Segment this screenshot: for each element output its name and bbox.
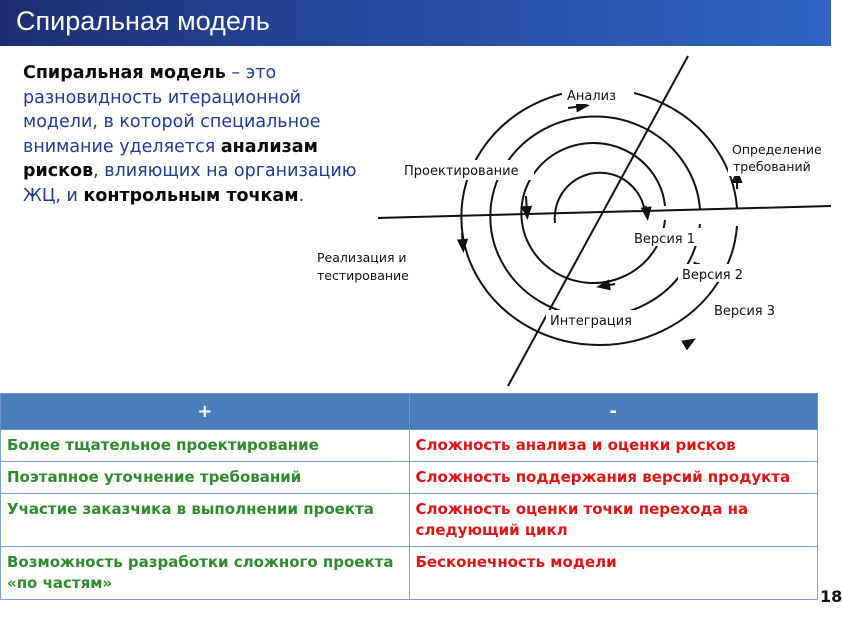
label-version3: Версия 3 <box>714 304 775 319</box>
pro-cell: Возможность разработки сложного проекта «по частям» <box>1 547 410 600</box>
table-row <box>1 494 818 547</box>
label-implementation-line2: тестирование <box>317 268 409 283</box>
label-requirements-line1: Определение <box>732 142 822 157</box>
pros-cons-table <box>0 393 818 600</box>
pro-cell: Участие заказчика в выполнении проекта <box>1 494 410 547</box>
definition-term: Спиральная модель <box>23 63 226 83</box>
arrow-left-outer <box>462 233 463 246</box>
arrow-bottom-inner <box>603 284 615 286</box>
arrow-bottom-outer <box>685 342 690 345</box>
con-cell: Бесконечность модели <box>409 547 818 600</box>
arrow-center-right <box>646 206 647 214</box>
label-design: Проектирование <box>404 164 519 179</box>
slide-title: Спиральная модель <box>16 6 270 36</box>
header-cons: - <box>409 394 818 430</box>
spiral-diagram <box>300 48 831 393</box>
definition-end: . <box>298 185 305 206</box>
table-row <box>1 430 818 462</box>
header-pros: + <box>1 394 410 430</box>
table-row <box>1 547 818 600</box>
definition-text-part1: – это разновидность итерационной модели, в которой специальное внимание уделяется <box>23 63 321 157</box>
pro-cell: Более тщательное проектирование <box>1 430 410 462</box>
label-integration: Интеграция <box>550 314 632 329</box>
label-implementation-line1: Реализация и <box>317 250 407 265</box>
diagonal-axis <box>508 56 688 386</box>
page-number: 18 <box>820 587 842 606</box>
title-bar <box>0 0 831 46</box>
arrow-middle-top <box>568 106 583 108</box>
spiral-center-turn <box>555 173 645 223</box>
label-analysis: Анализ <box>567 89 617 104</box>
con-cell: Сложность оценки точки перехода на следующий цикл <box>409 494 818 547</box>
label-requirements-line2: требований <box>733 159 811 174</box>
definition-bold-checkpoints: контрольным точкам <box>83 185 299 206</box>
arrow-inner-left <box>526 196 527 213</box>
label-version1: Версия 1 <box>634 232 695 247</box>
con-cell: Сложность анализа и оценки рисков <box>409 430 818 462</box>
table-row <box>1 462 818 494</box>
label-version2: Версия 2 <box>682 268 743 283</box>
definition-bold-risk: анализам рисков <box>23 136 318 181</box>
pros-cons-table-wrap <box>0 393 818 600</box>
table-header-row <box>1 394 818 430</box>
pro-cell: Поэтапное уточнение требований <box>1 462 410 494</box>
definition-text-part2: , влияющих на организацию ЖЦ, и <box>23 161 357 206</box>
con-cell: Сложность поддержания версий продукта <box>409 462 818 494</box>
